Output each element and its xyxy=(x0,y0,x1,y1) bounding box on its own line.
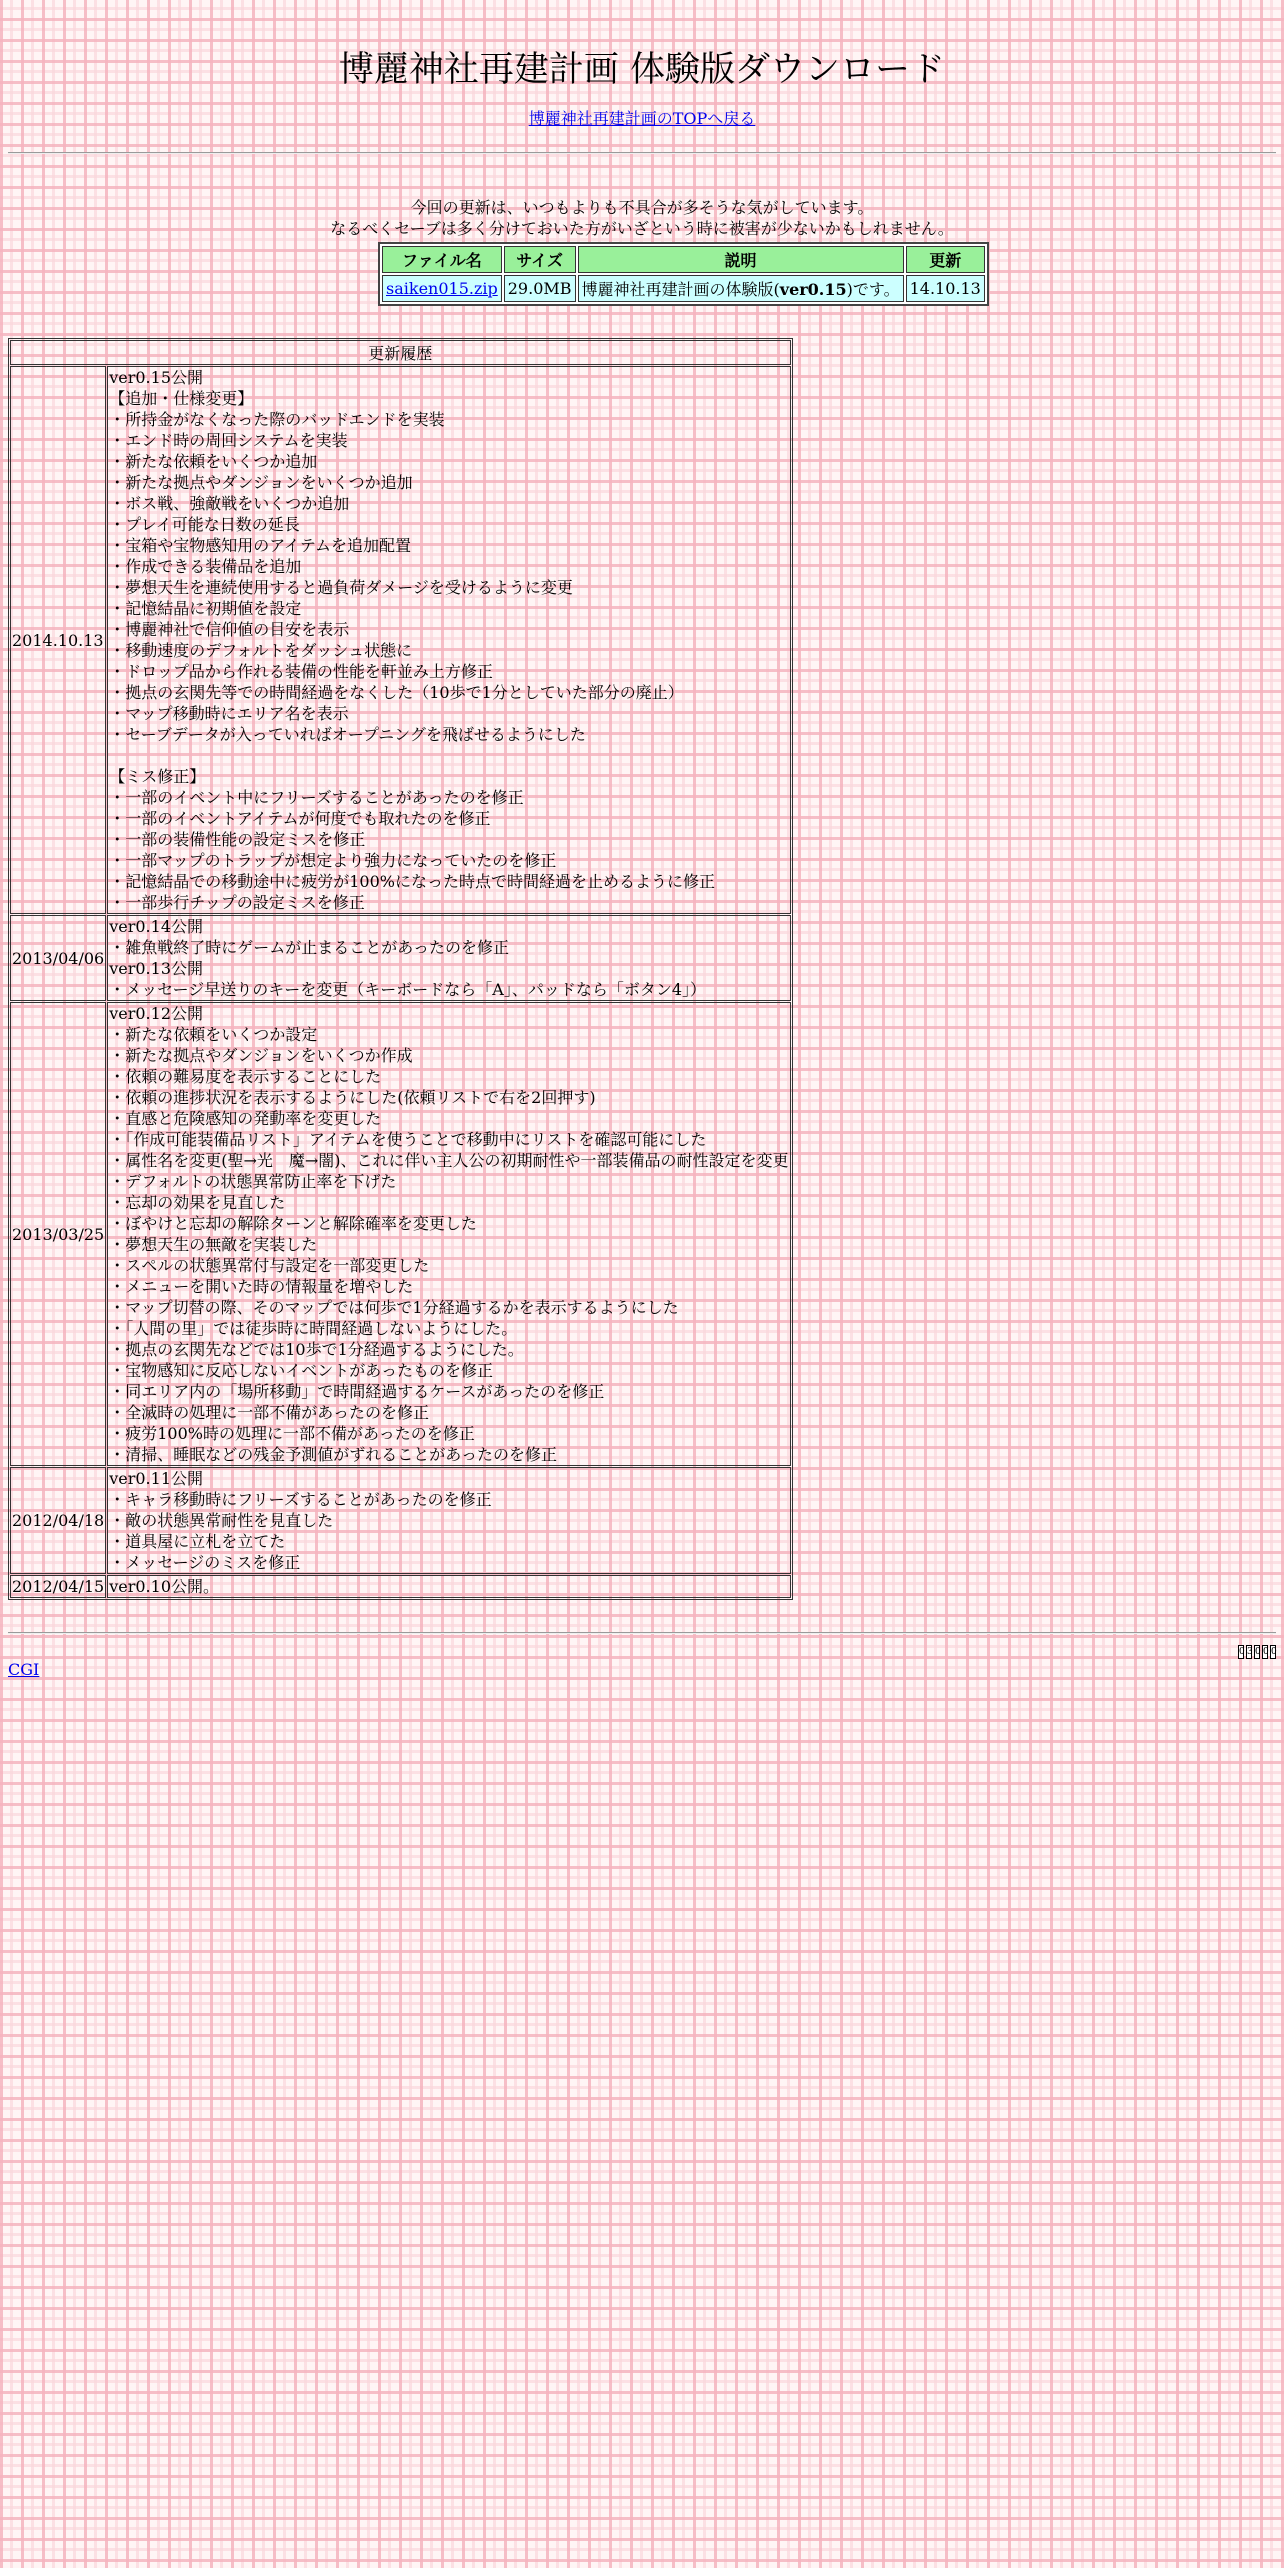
history-details xyxy=(107,1467,790,1574)
history-line: ・敵の状態異常耐性を見直した xyxy=(109,1511,334,1530)
history-header: 更新履歴 xyxy=(10,340,791,365)
history-line: ・「人間の里」では徒歩時に時間経過しないようにした。 xyxy=(109,1319,518,1338)
history-line: ・スペルの状態異常付与設定を一部変更した xyxy=(109,1256,430,1275)
history-line: ・マップ切替の際、そのマップでは何歩で1分経過するかを表示するようにした xyxy=(109,1298,679,1317)
history-line: ・ドロップ品から作れる装備の性能を軒並み上方修正 xyxy=(109,662,493,681)
history-line: ・セーブデータが入っていればオープニングを飛ばせるようにした xyxy=(109,725,586,744)
history-row xyxy=(10,1467,791,1574)
history-line: ・新たな拠点やダンジョンをいくつか追加 xyxy=(109,473,413,492)
cgi-link[interactable]: CGI xyxy=(8,1660,40,1679)
history-date: 2013/03/25 xyxy=(10,1002,106,1466)
history-line: ・雑魚戦終了時にゲームが止まることがあったのを修正 xyxy=(109,938,510,957)
history-line: ・宝物感知に反応しないイベントがあったものを修正 xyxy=(109,1361,494,1380)
history-line: ・一部の装備性能の設定ミスを修正 xyxy=(109,830,366,849)
history-line: ・拠点の玄関先などでは10歩で1分経過するようにした。 xyxy=(109,1340,524,1359)
footer-divider xyxy=(8,1632,1276,1634)
download-file-cell xyxy=(382,275,502,302)
download-header-row xyxy=(382,246,985,273)
counter-digit: 0 xyxy=(1271,1647,1277,1657)
history-line xyxy=(109,745,788,766)
download-size: 29.0MB xyxy=(504,275,576,302)
divider xyxy=(8,152,1276,154)
history-date: 2013/04/06 xyxy=(10,915,106,1001)
download-updated: 14.10.13 xyxy=(906,275,985,302)
header-filename: ファイル名 xyxy=(382,246,502,273)
top-link-container xyxy=(0,106,1284,129)
history-line: ・メッセージのミスを修正 xyxy=(109,1553,301,1572)
history-line: ・ボス戦、強敵戦をいくつか追加 xyxy=(109,494,350,513)
header-description: 説明 xyxy=(578,246,904,273)
history-row xyxy=(10,915,791,1001)
counter-digit: 0 xyxy=(1239,1647,1245,1657)
history-line: ver0.14公開 xyxy=(109,917,204,936)
update-notice xyxy=(0,197,1284,239)
notice-line-2: なるべくセーブは多く分けておいた方がいざという時に被害が少ないかもしれません。 xyxy=(330,219,954,238)
history-line: ・夢想天生を連続使用すると過負荷ダメージを受けるように変更 xyxy=(109,578,573,597)
history-details xyxy=(107,366,790,914)
history-line: ・疲労100%時の処理に一部不備があったのを修正 xyxy=(109,1424,475,1443)
history-line: 【ミス修正】 xyxy=(109,767,206,786)
desc-text-pre: 博麗神社再建計画の体験版( xyxy=(581,280,780,299)
history-line: ・同エリア内の「場所移動」で時間経過するケースがあったのを修正 xyxy=(109,1382,605,1401)
history-line: ・キャラ移動時にフリーズすることがあったのを修正 xyxy=(109,1490,492,1509)
history-line: ・作成できる装備品を追加 xyxy=(109,557,302,576)
history-details xyxy=(107,915,790,1001)
history-line: ・一部のイベント中にフリーズすることがあったのを修正 xyxy=(109,788,524,807)
history-line: ・全滅時の処理に一部不備があったのを修正 xyxy=(109,1403,430,1422)
history-line: ver0.10公開。 xyxy=(109,1577,220,1596)
access-counter xyxy=(1238,1645,1276,1659)
history-row xyxy=(10,366,791,914)
history-line: ・所持金がなくなった際のバッドエンドを実装 xyxy=(109,410,445,429)
download-row xyxy=(382,275,985,302)
history-line: ・プレイ可能な日数の延長 xyxy=(109,515,300,534)
history-line: ・ぼやけと忘却の解除ターンと解除確率を変更した xyxy=(109,1214,477,1233)
download-file-link[interactable]: saiken015.zip xyxy=(386,279,498,298)
history-line: ・メニューを開いた時の情報量を増やした xyxy=(109,1277,414,1296)
desc-version: ver0.15 xyxy=(779,280,847,299)
history-line: ver0.13公開 xyxy=(109,959,204,978)
history-line: ・一部歩行チップの設定ミスを修正 xyxy=(109,893,365,912)
history-line: ・依頼の難易度を表示することにした xyxy=(109,1067,382,1086)
history-line: ・直感と危険感知の発動率を変更した xyxy=(109,1109,382,1128)
history-line: ・記憶結晶での移動途中に疲労が100%になった時点で時間経過を止めるように修正 xyxy=(109,872,715,891)
history-details xyxy=(107,1575,790,1598)
history-line: ver0.11公開 xyxy=(109,1469,204,1488)
history-date: 2012/04/18 xyxy=(10,1467,106,1574)
history-line: ・忘却の効果を見直した xyxy=(109,1193,286,1212)
history-line: ・デフォルトの状態異常防止率を下げた xyxy=(109,1172,397,1191)
history-line: 【追加・仕様変更】 xyxy=(109,389,254,408)
history-line: ・新たな拠点やダンジョンをいくつか作成 xyxy=(109,1046,413,1065)
page-title: 博麗神社再建計画 体験版ダウンロード xyxy=(338,50,946,90)
history-line: ・マップ移動時にエリア名を表示 xyxy=(109,704,349,723)
history-line: ・宝箱や宝物感知用のアイテムを追加配置 xyxy=(109,536,411,555)
download-description xyxy=(578,275,904,302)
history-row xyxy=(10,1002,791,1466)
history-line: ・一部のイベントアイテムが何度でも取れたのを修正 xyxy=(109,809,491,828)
history-line: ・属性名を変更(聖→光 魔→闇)、これに伴い主人公の初期耐性や一部装備品の耐性設定を変更 xyxy=(109,1151,789,1170)
history-line: ・拠点の玄関先等での時間経過をなくした（10歩で1分としていた部分の廃止） xyxy=(109,683,684,702)
history-row xyxy=(10,1575,791,1598)
history-table xyxy=(8,338,793,1600)
history-line: ・一部マップのトラップが想定より強力になっていたのを修正 xyxy=(109,851,557,870)
history-line: ・夢想天生の無敵を実装した xyxy=(109,1235,318,1254)
history-line: ・メッセージ早送りのキーを変更（キーボードなら「A」、パッドなら「ボタン4」） xyxy=(109,980,706,999)
desc-text-post: )です。 xyxy=(846,280,900,299)
history-line: ・記憶結晶に初期値を設定 xyxy=(109,599,302,618)
counter-digit: 0 xyxy=(1263,1647,1269,1657)
back-to-top-link[interactable]: 博麗神社再建計画のTOPへ戻る xyxy=(528,109,756,128)
history-header-row xyxy=(10,340,791,365)
notice-line-1: 今回の更新は、いつもよりも不具合が多そうな気がしています。 xyxy=(410,198,874,217)
history-line: ver0.12公開 xyxy=(109,1004,204,1023)
history-line: ・依頼の進捗状況を表示するようにした(依頼リストで右を2回押す) xyxy=(109,1088,596,1107)
history-line: ・清掃、睡眠などの残金予測値がずれることがあったのを修正 xyxy=(109,1445,558,1464)
header-size: サイズ xyxy=(504,246,576,273)
history-line: ・エンド時の周回システムを実装 xyxy=(109,431,348,450)
history-line: ・博麗神社で信仰値の目安を表示 xyxy=(109,620,350,639)
history-date: 2014.10.13 xyxy=(10,366,106,914)
history-line: ・新たな依頼をいくつか追加 xyxy=(109,452,318,471)
history-line: ・「作成可能装備品リスト」アイテムを使うことで移動中にリストを確認可能にした xyxy=(109,1130,707,1149)
counter-digit: 0 xyxy=(1255,1647,1261,1657)
header-updated: 更新 xyxy=(906,246,985,273)
counter-digit: 3 xyxy=(1247,1647,1253,1657)
history-line: ver0.15公開 xyxy=(109,368,204,387)
history-date: 2012/04/15 xyxy=(12,1577,105,1596)
history-line: ・移動速度のデフォルトをダッシュ状態に xyxy=(109,641,413,660)
history-line: ・道具屋に立札を立てた xyxy=(109,1532,286,1551)
download-table xyxy=(378,242,989,306)
history-details xyxy=(107,1002,790,1466)
history-line: ・新たな依頼をいくつか設定 xyxy=(109,1025,318,1044)
